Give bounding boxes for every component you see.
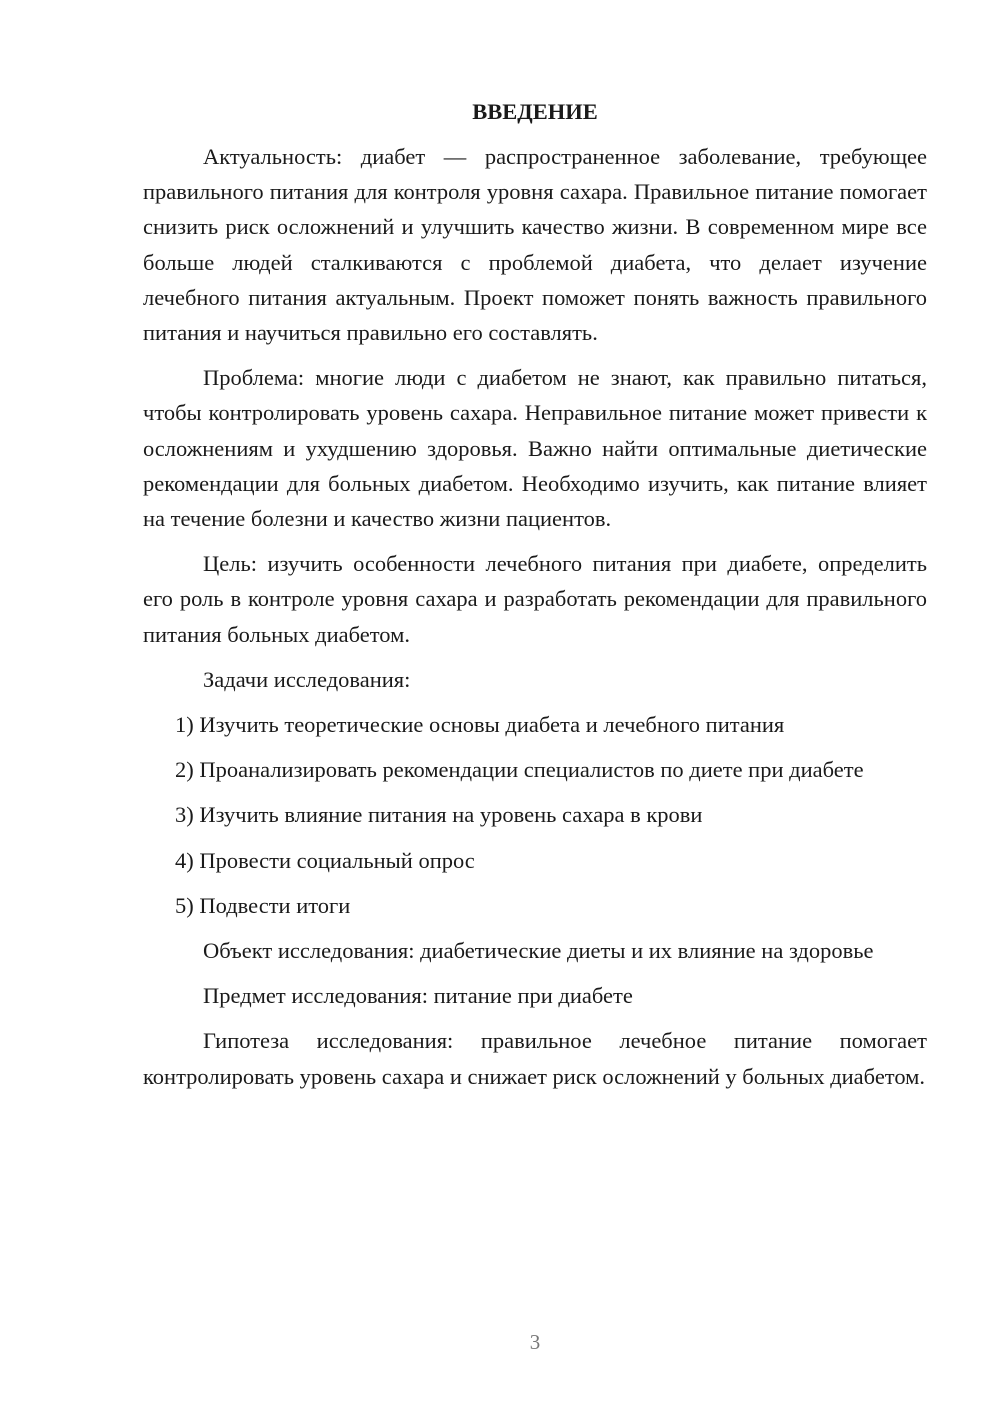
paragraph-hypothesis: Гипотеза исследования: правильное лечебное питание помогает контролировать уровень сахара и снижает риск осложнений у больных диабетом. xyxy=(143,1028,927,1089)
task-item-4: 4) Провести социальный опрос xyxy=(175,847,475,873)
task-item-5: 5) Подвести итоги xyxy=(175,892,351,918)
tasks-heading: Задачи исследования: xyxy=(203,666,411,692)
page-number: 3 xyxy=(529,1330,541,1354)
paragraph-relevance: Актуальность: диабет — распространенное заболевание, требующее правильного питания для контроля уровня сахара. Правильное питание помогает снизить риск осложнений и улучшить качество жизни. В современном мире все больше людей сталкиваются с проблемой диабета, что делает изучение лечебного питания актуальным. Проект поможет понять важность правильного питания и научиться правильно его составлять. xyxy=(143,144,927,346)
section-title: ВВЕДЕНИЕ xyxy=(472,99,598,124)
task-item-2: 2) Проанализировать рекомендации специалистов по диете при диабете xyxy=(175,757,864,783)
document-body xyxy=(143,94,927,1104)
paragraph-goal: Цель: изучить особенности лечебного питания при диабете, определить его роль в контроле уровня сахара и разработать рекомендации для правильного питания больных диабетом. xyxy=(143,551,927,647)
task-item-1: 1) Изучить теоретические основы диабета и лечебного питания xyxy=(175,712,785,738)
task-item-3: 3) Изучить влияние питания на уровень сахара в крови xyxy=(175,802,703,828)
paragraph-subject: Предмет исследования: питание при диабете xyxy=(203,983,633,1009)
paragraph-problem: Проблема: многие люди с диабетом не знают, как правильно питаться, чтобы контролировать уровень сахара. Неправильное питание может привести к осложнениям и ухудшению здоровья. Важно найти оптимальные диетические рекомендации для больных диабетом. Необходимо изучить, как питание влияет на течение болезни и качество жизни пациентов. xyxy=(143,365,927,532)
paragraph-object: Объект исследования: диабетические диеты и их влияние на здоровье xyxy=(203,938,874,964)
